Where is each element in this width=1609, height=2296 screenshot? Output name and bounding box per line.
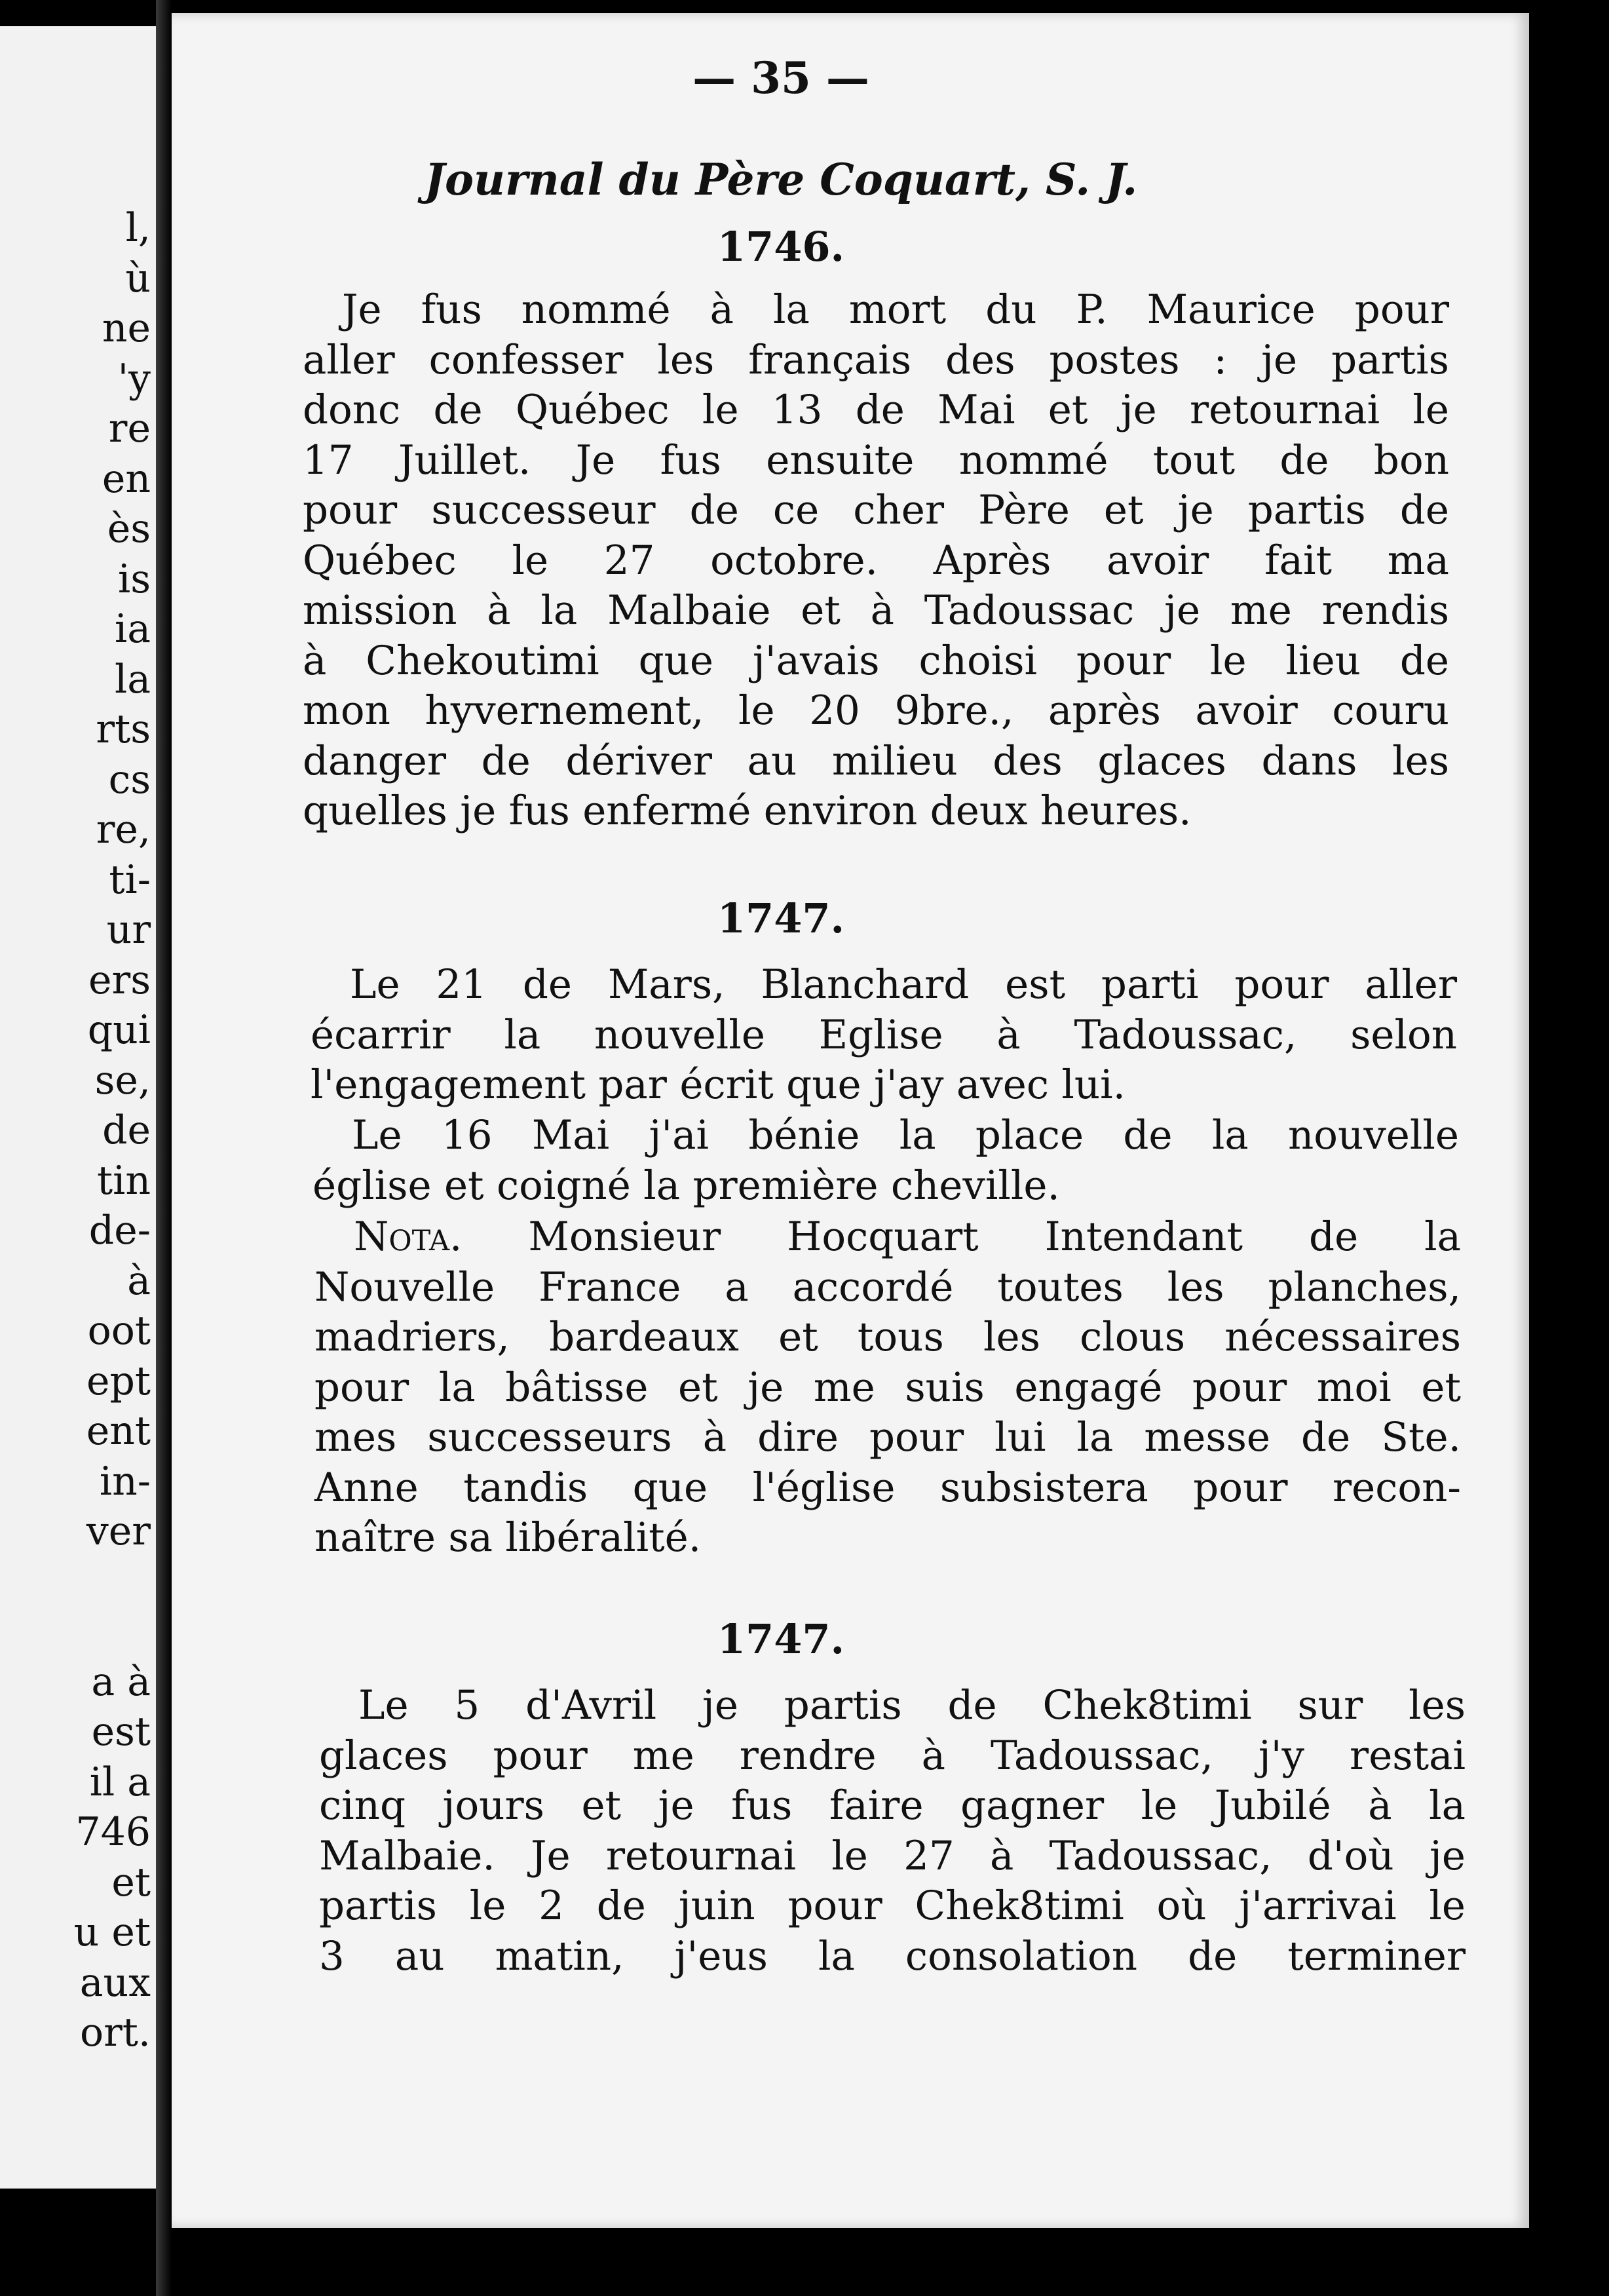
- text-line: madriers, bardeaux et tous les clous nécessaires: [314, 1314, 1461, 1360]
- text-line: ù: [125, 255, 151, 301]
- text-line: tin: [97, 1157, 151, 1204]
- text-line: en: [102, 455, 151, 502]
- text-line: partis le 2 de juin pour Chek8timi où j'arrivai le: [319, 1883, 1466, 1929]
- section-year: 1746.: [717, 223, 845, 271]
- paragraph: [311, 960, 1457, 1111]
- text-line: in-: [99, 1458, 151, 1504]
- text-line: a à: [91, 1658, 151, 1705]
- text-line: à Chekoutimi que j'avais choisi pour le lieu de: [303, 637, 1449, 684]
- text-line: ers: [88, 957, 151, 1003]
- text-line: danger de dériver au milieu des glaces dans les: [303, 737, 1449, 784]
- text-line: re: [108, 406, 151, 451]
- text-line: 17 Juillet. Je fus ensuite nommé tout de bon: [303, 436, 1449, 484]
- text-line: 'y: [117, 355, 151, 402]
- book-spine-shadow: [156, 0, 172, 2296]
- text-line: l,: [125, 205, 151, 251]
- text-line: cs: [108, 756, 151, 803]
- text-line: écarrir la nouvelle Eglise à Tadoussac, selon: [311, 1011, 1457, 1058]
- text-line: aller confesser les français des postes : je partis: [303, 336, 1449, 383]
- text-line: qui: [87, 1007, 151, 1053]
- text-line: pour la bâtisse et je me suis engagé pour moi et: [314, 1364, 1461, 1411]
- text-line: donc de Québec le 13 de Mai et je retournai le: [303, 387, 1449, 433]
- text-line: [74, 1557, 151, 1607]
- text-line: mon hyvernement, le 20 9bre., après avoir couru: [303, 687, 1449, 734]
- paragraph: [312, 1111, 1459, 1211]
- text-line: Le 16 Mai j'ai bénie la place de la nouvelle: [352, 1112, 1459, 1158]
- text-line: ia: [115, 606, 151, 652]
- text-line: 3 au matin, j'eus la consolation de terminer: [319, 1932, 1466, 1980]
- text-line: Québec le 27 octobre. Après avoir fait ma: [303, 537, 1449, 584]
- text-line: ti-: [109, 856, 151, 903]
- text-line: Anne tandis que l'église subsistera pour recon-: [314, 1464, 1461, 1511]
- text-line: ent: [86, 1408, 151, 1454]
- text-line: naître sa libéralité.: [314, 1514, 702, 1561]
- text-line: se,: [94, 1057, 151, 1103]
- text-line: il a: [89, 1759, 151, 1805]
- text-line: aux: [79, 1959, 151, 2006]
- text-line: is: [118, 556, 151, 602]
- text-line: ver: [86, 1508, 151, 1554]
- text-line: [314, 1212, 1461, 1263]
- text-line: ès: [107, 506, 151, 552]
- text-line: Le 5 d'Avril je partis de Chek8timi sur les: [358, 1682, 1466, 1729]
- text-line: mission à la Malbaie et à Tadoussac je me rendis: [303, 587, 1449, 634]
- text-line: 746: [75, 1809, 151, 1855]
- text-line: la: [115, 656, 151, 702]
- text-line: à: [127, 1257, 151, 1304]
- text-line: est: [91, 1709, 151, 1755]
- text-line: de-: [88, 1208, 151, 1253]
- section-year: 1747.: [717, 1615, 845, 1663]
- text-line: Le 21 de Mars, Blanchard est parti pour aller: [350, 961, 1457, 1008]
- text-line: mes successeurs à dire pour lui la messe de Ste.: [314, 1414, 1461, 1461]
- text-line: Je fus nommé à la mort du P. Maurice pour: [342, 286, 1449, 333]
- text-line: Nouvelle France a accordé toutes les planches,: [314, 1263, 1461, 1311]
- text-line: ur: [106, 907, 151, 953]
- text-line: oot: [87, 1308, 151, 1354]
- page-number: — 35 —: [692, 52, 869, 104]
- text-line: rts: [96, 706, 151, 752]
- text-line: [74, 1607, 151, 1657]
- text-line: et: [111, 1859, 151, 1905]
- text-line: l'engagement par écrit que j'ay avec lui.: [311, 1062, 1126, 1108]
- paragraph: [303, 285, 1449, 837]
- text-line: re,: [96, 807, 151, 852]
- text-span: Monsieur Hocquart Intendant de la: [528, 1214, 1462, 1260]
- previous-page-edge: [0, 26, 156, 2189]
- text-line: Malbaie. Je retournai le 27 à Tadoussac, d'où je: [319, 1832, 1466, 1879]
- book-page: [172, 13, 1529, 2228]
- journal-title: Journal du Père Coquart, S. J.: [424, 154, 1138, 205]
- text-line: glaces pour me rendre à Tadoussac, j'y restai: [319, 1732, 1466, 1779]
- scan-border: [1529, 0, 1609, 2296]
- text-line: cinq jours et je fus faire gagner le Jubilé à la: [319, 1782, 1466, 1829]
- text-line: ort.: [80, 2010, 151, 2056]
- text-line: de: [102, 1107, 151, 1153]
- section-year: 1747.: [717, 894, 845, 942]
- previous-page-text: [74, 203, 151, 2058]
- paragraph: [314, 1212, 1461, 1563]
- text-line: pour successeur de ce cher Père et je partis de: [303, 487, 1449, 533]
- text-line: quelles je fus enfermé environ deux heures.: [303, 788, 1192, 834]
- text-line: u et: [73, 1909, 151, 1955]
- text-line: ept: [86, 1358, 151, 1404]
- text-line: église et coigné la première cheville.: [312, 1162, 1060, 1209]
- nota-label: Nota.: [354, 1214, 463, 1260]
- paragraph: [319, 1681, 1466, 1981]
- text-line: ne: [102, 305, 151, 351]
